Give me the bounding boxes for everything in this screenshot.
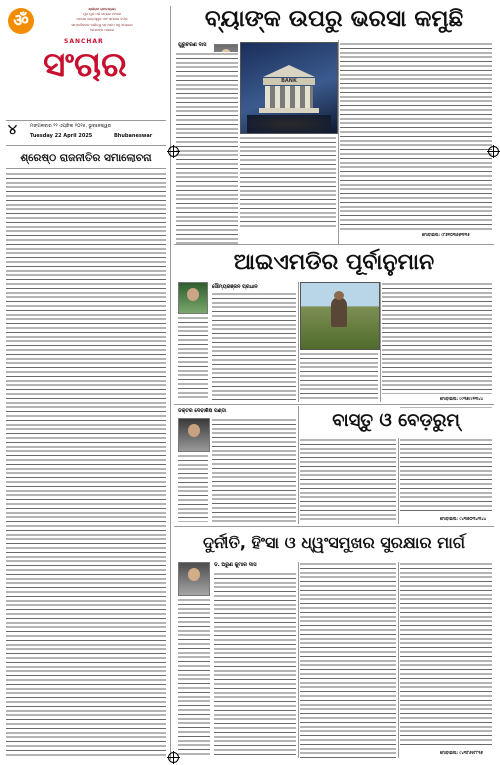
avatar-face bbox=[187, 288, 199, 301]
motto-line: ଜନତାର କଣ୍ଠସ୍ୱର ଏବଂ ସମାଜର ଦର୍ପଣ bbox=[76, 17, 128, 22]
corruption-contact: ମୋବାଇଲ: ୯୪୩୮୬୫୮୮୧୬ bbox=[440, 750, 483, 755]
vastu-author-photo bbox=[178, 418, 210, 452]
divider bbox=[398, 438, 399, 524]
city: Bhubaneswar bbox=[114, 133, 153, 139]
corruption-author-photo bbox=[178, 562, 210, 596]
farmer-head bbox=[334, 291, 344, 300]
page-number: ୪ bbox=[8, 122, 17, 138]
farmer-figure bbox=[331, 297, 347, 327]
masthead-name: ସଂଚାର bbox=[43, 45, 127, 85]
iit-body-col1b bbox=[178, 316, 208, 400]
bank-body-col2 bbox=[240, 136, 336, 230]
iit-body-col1 bbox=[212, 292, 296, 400]
iit-body-col2 bbox=[300, 352, 378, 400]
bank-body-col3 bbox=[340, 42, 492, 230]
avatar-face bbox=[188, 568, 200, 581]
iit-contact: ମୋବାଇଲ: ୯୯୩୭୯୯୧୩୪୪ bbox=[440, 396, 484, 401]
vastu-body-col2 bbox=[300, 438, 396, 522]
iit-byline: ସୌମ୍ୟରଞ୍ଜନ ପ୍ରଧାନ bbox=[212, 284, 258, 290]
masthead bbox=[6, 6, 166, 118]
corruption-body-col1b bbox=[178, 598, 210, 758]
bank-headline: ବ୍ୟାଙ୍କ ଉପରୁ ଭରସା କମୁଛି bbox=[204, 6, 464, 32]
vastu-body-col4 bbox=[400, 438, 492, 514]
bank-building-image bbox=[240, 42, 338, 134]
iit-body-col3 bbox=[382, 282, 492, 394]
odia-date: ମଙ୍ଗଳବାର ୨୨ ଏପ୍ରିଲ ୨୦୨୫, ଭୁବନେଶ୍ୱର bbox=[30, 124, 112, 129]
divider bbox=[174, 526, 494, 527]
masthead-english-label: SANCHAR bbox=[64, 38, 104, 45]
divider bbox=[174, 244, 494, 245]
iit-field-photo bbox=[300, 282, 380, 350]
divider bbox=[170, 6, 171, 760]
iit-headline: ଆଇଏମଡିର ପୂର୍ବାନୁମାନ bbox=[233, 250, 435, 275]
corruption-headline: ଦୁର୍ନୀତି, ହିଂସା ଓ ଧ୍ୱଂସମୁଖର ସୁରକ୍ଷାର ମାର୍ଗ bbox=[202, 533, 466, 552]
motto-line: ସାମ୍ବାଦିକତାର ଦାୟିତ୍ୱ ସହ ଆମେ ସବୁ ସମୟରେ bbox=[71, 22, 133, 27]
editorial-body bbox=[6, 172, 166, 758]
iit-author-photo bbox=[178, 282, 208, 314]
corruption-body-col1 bbox=[214, 572, 296, 758]
bank-base bbox=[259, 108, 319, 113]
vastu-body-col1b bbox=[178, 454, 208, 522]
divider bbox=[6, 168, 166, 169]
vastu-contact: ମୋବାଇଲ: ୯୪୩୭୦୩୪୩୪୪ bbox=[440, 516, 487, 521]
english-date: Tuesday 22 April 2025 bbox=[30, 133, 93, 139]
corruption-byline: ଡ. ଅରୁଣ କୁମାର ଦାସ bbox=[214, 562, 257, 568]
vastu-body-col3 bbox=[400, 406, 492, 408]
vastu-headline: ବାସ୍ତୁ ଓ ବେଡ଼ରୁମ୍ bbox=[332, 410, 460, 431]
bank-pediment bbox=[263, 65, 315, 77]
avatar-face bbox=[188, 424, 200, 437]
om-icon: ॐ bbox=[8, 8, 34, 34]
registration-mark bbox=[168, 146, 179, 157]
divider bbox=[380, 282, 381, 402]
divider bbox=[298, 406, 299, 524]
corruption-body-col2 bbox=[300, 562, 396, 758]
divider bbox=[298, 562, 299, 758]
corruption-body-col3 bbox=[400, 562, 492, 746]
bank-body-col1 bbox=[176, 52, 238, 244]
divider bbox=[174, 404, 494, 405]
bank-label: BANK bbox=[263, 78, 315, 85]
vastu-byline: ଡକ୍ଟର ଦେବାଶିଷ ପଣ୍ଡା bbox=[178, 408, 227, 414]
motto-line: ଯୁଗ ଯୁଗ ଧରି ସତ୍ୟର ପଥରେ bbox=[82, 12, 122, 17]
bank-shadow bbox=[247, 115, 331, 133]
divider bbox=[398, 562, 399, 758]
registration-mark bbox=[488, 146, 499, 157]
date-strip bbox=[6, 120, 166, 146]
vastu-body-col1 bbox=[212, 418, 296, 522]
bank-body-col1b bbox=[176, 74, 210, 76]
divider bbox=[298, 282, 299, 402]
divider bbox=[338, 40, 339, 244]
motto-line: ଆପଣଙ୍କ ପାଖରେ bbox=[89, 27, 115, 32]
registration-mark bbox=[168, 752, 179, 763]
motto-line: ଶ୍ରୀରାମ ରାମଚନ୍ଦ୍ରାୟ bbox=[88, 7, 116, 11]
bank-columns bbox=[265, 86, 313, 108]
editorial-headline: ଶ୍ରେଷ୍ଠ ରାଜନୀତିର ସମାଲୋଚନା bbox=[20, 152, 152, 164]
bank-byline: ଗୁରୁଚରଣ ଦାସ bbox=[178, 42, 207, 48]
masthead-motto bbox=[40, 7, 164, 33]
bank-contact: ମୋବାଇଲ: ୯୮୬୧୦୩୬୬୩୩୫ bbox=[422, 232, 470, 237]
